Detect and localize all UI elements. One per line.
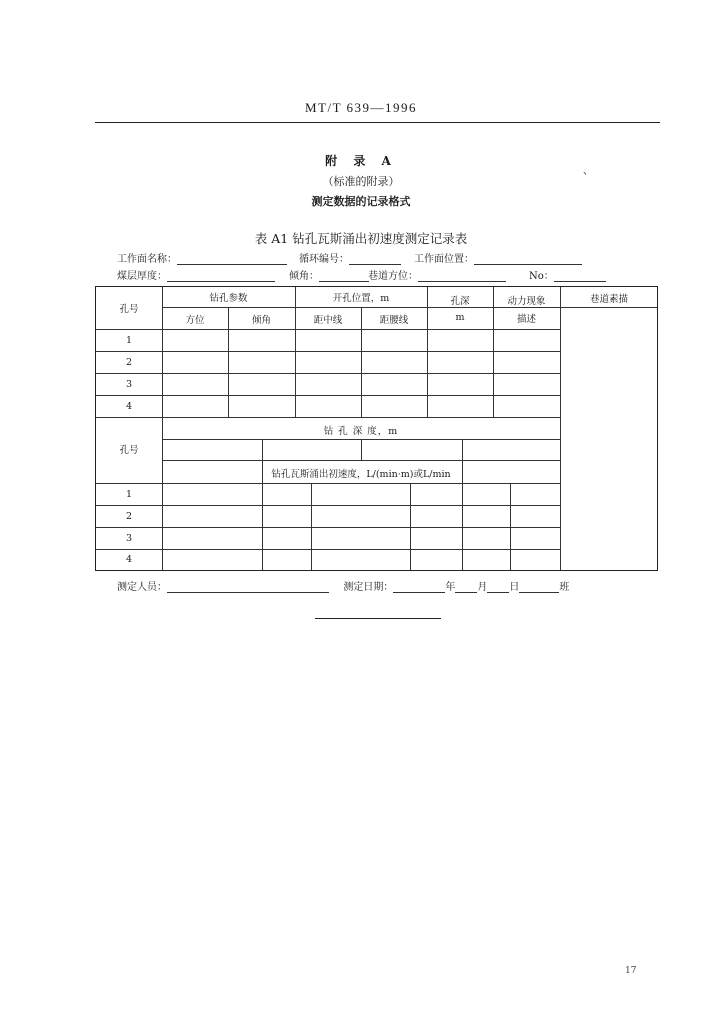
col-line: [410, 483, 411, 570]
workface-pos-field: [414, 250, 582, 265]
standard-code: MT/T 639—1996: [304, 100, 418, 115]
row-line: [96, 527, 560, 528]
workface-name-blank: [177, 254, 287, 265]
shift-label: 班: [559, 582, 570, 593]
roadway-dir-field: [368, 267, 506, 282]
record-table: [95, 286, 658, 571]
shift-blank: [519, 582, 559, 593]
row-number: 3: [125, 379, 133, 390]
workface-name-field: [117, 250, 287, 265]
row-number: 4: [125, 401, 133, 412]
row-line: [560, 307, 658, 308]
row-line: [96, 373, 560, 374]
row-line: [96, 351, 560, 352]
hole-depth-unit: m: [455, 312, 465, 323]
appendix-heading: 测定数据的记录格式: [311, 195, 411, 208]
azimuth-header: 方位: [185, 315, 205, 326]
dist-waist-header: 距腰线: [379, 315, 409, 326]
month-blank: [455, 582, 477, 593]
row-number: 3: [125, 533, 133, 544]
stray-mark: 、: [583, 166, 593, 177]
seam-thickness-field: [117, 267, 275, 282]
appendix-subtitle: （标准的附录）: [322, 175, 400, 188]
year-label: 年: [445, 582, 456, 593]
gas-rate-header: 钻孔瓦斯涌出初速度，L/(min·m)或L/min: [271, 469, 451, 480]
row-number: 2: [125, 357, 133, 368]
dynamic-header: 动力现象: [507, 296, 546, 307]
cycle-no-field: [299, 250, 401, 265]
cycle-no-label: 循环编号：: [299, 254, 349, 265]
measurer-label: 测定人员：: [117, 582, 167, 593]
row-line: [96, 395, 560, 396]
hole-depth-header: 孔深: [450, 296, 470, 307]
no-field: [529, 267, 606, 282]
dip-label: 倾角：: [289, 271, 319, 282]
col-line: [295, 287, 296, 417]
row-line: [162, 460, 560, 461]
dip-angle-header: 倾角: [251, 315, 271, 326]
row-number: 4: [125, 554, 133, 565]
row-number: 1: [125, 489, 133, 500]
workface-pos-blank: [474, 254, 582, 265]
col-line: [462, 439, 463, 570]
page-number: 17: [625, 966, 637, 976]
no-blank: [554, 271, 606, 282]
no-label: No：: [529, 271, 554, 282]
header-rule: [95, 122, 660, 123]
drill-depth-header: 钻 孔 深 度，m: [323, 426, 399, 437]
table-title: 表 A1 钻孔瓦斯涌出初速度测定记录表: [254, 231, 468, 246]
measurer-blank: [167, 582, 329, 593]
end-rule: [315, 618, 441, 619]
col-line: [262, 439, 263, 570]
drill-params-header: 钻孔参数: [209, 293, 248, 304]
row-line: [96, 549, 560, 550]
col-line: [311, 483, 312, 570]
row-line: [96, 483, 560, 484]
open-pos-header: 开孔位置，m: [332, 293, 390, 304]
row-line: [96, 329, 560, 330]
year-blank: [393, 582, 445, 593]
col-line: [560, 287, 561, 570]
footer-fields: [117, 578, 569, 593]
date-label: 测定日期：: [343, 582, 394, 593]
roadway-dir-label: 巷道方位：: [368, 271, 418, 282]
day-blank: [487, 582, 509, 593]
col-line: [510, 483, 511, 570]
appendix-title: 附 录 A: [325, 154, 397, 168]
col-line: [361, 439, 362, 460]
dist-center-header: 距中线: [313, 315, 343, 326]
cycle-no-blank: [349, 254, 401, 265]
workface-pos-label: 工作面位置：: [414, 254, 474, 265]
roadway-sketch-header: 巷道素描: [589, 294, 628, 305]
roadway-dir-blank: [418, 271, 506, 282]
hole-no-header: 孔号: [119, 304, 139, 315]
row-number: 2: [125, 511, 133, 522]
dynamic-desc-header: 描述: [516, 314, 536, 325]
dip-field: [289, 267, 369, 282]
workface-name-label: 工作面名称：: [117, 254, 177, 265]
seam-thickness-label: 煤层厚度：: [117, 271, 167, 282]
hole-no-header-2: 孔号: [119, 445, 139, 456]
row-line: [96, 505, 560, 506]
dip-blank: [319, 271, 369, 282]
row-number: 1: [125, 335, 133, 346]
seam-thickness-blank: [167, 271, 275, 282]
month-label: 月: [477, 582, 488, 593]
row-line: [96, 417, 560, 418]
day-label: 日: [509, 582, 520, 593]
